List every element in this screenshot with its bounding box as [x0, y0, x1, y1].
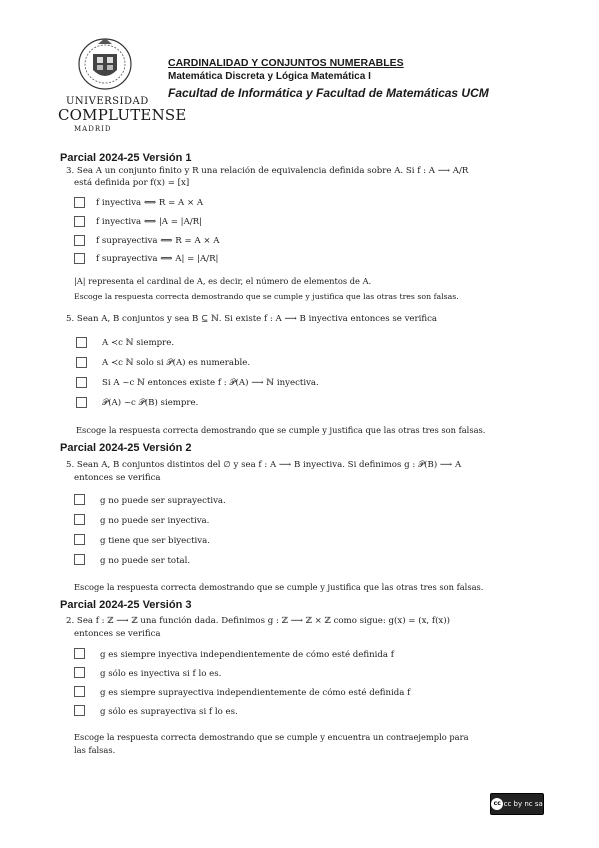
answer-checkbox[interactable] [76, 357, 87, 368]
answer-option: f inyectiva ⟺ R = A × A [96, 198, 204, 208]
question-v1-3-line1: 3. Sea A un conjunto finito y R una relación de equivalencia definida sobre A. Si f : A ⟶ A/R [66, 166, 469, 176]
question-v1-5-line1: 5. Sean A, B conjuntos y sea B ⊆ ℕ. Si existe f : A ⟶ B inyectiva entonces se verifica [66, 314, 438, 324]
instruction-note: Escoge la respuesta correcta demostrando que se cumple y encuentra un contraejemplo para [74, 732, 469, 742]
answer-checkbox[interactable] [74, 197, 85, 208]
instruction-note: Escoge la respuesta correcta demostrando que se cumple y justifica que las otras tres son falsas. [74, 292, 459, 301]
answer-option: Si A ~c ℕ entonces existe f : 𝒫(A) ⟶ ℕ inyectiva. [102, 378, 319, 388]
answer-option: g no puede ser suprayectiva. [100, 496, 226, 506]
answer-option: g no puede ser total. [100, 556, 191, 566]
course-subtitle: Matemática Discreta y Lógica Matemática I [168, 71, 371, 82]
answer-option: g no puede ser inyectiva. [100, 516, 210, 526]
question-v2-5-line1: 5. Sean A, B conjuntos distintos del ∅ y sea f : A ⟶ B inyectiva. Si definimos g : 𝒫(B) ⟶ A [66, 460, 462, 470]
answer-option: 𝒫(A) ~c 𝒫(B) siempre. [102, 398, 199, 408]
question-v3-2-line2: entonces se verifica [74, 629, 161, 639]
university-name-line2: COMPLUTENSE [58, 106, 187, 124]
answer-option: g sólo es suprayectiva si f lo es. [100, 707, 238, 717]
answer-checkbox[interactable] [74, 253, 85, 264]
university-name-line3: MADRID [74, 125, 112, 133]
question-v2-5-line2: entonces se verifica [74, 473, 161, 483]
answer-option: g es siempre inyectiva independientemente de cómo esté definida f [100, 650, 394, 660]
answer-option: g sólo es inyectiva si f lo es. [100, 669, 222, 679]
answer-option: g tiene que ser biyectiva. [100, 536, 210, 546]
instruction-note-cont: las falsas. [74, 745, 116, 755]
university-name-line1: UNIVERSIDAD [66, 96, 149, 107]
answer-checkbox[interactable] [74, 554, 85, 565]
answer-checkbox[interactable] [74, 705, 85, 716]
cc-icon: cc [491, 798, 503, 810]
answer-checkbox[interactable] [74, 494, 85, 505]
answer-option: f suprayectiva ⟺ A| = |A/R| [96, 254, 219, 264]
answer-option: A ≺c ℕ solo si 𝒫(A) es numerable. [102, 358, 251, 368]
section-heading-v2: Parcial 2024-25 Versión 2 [60, 442, 192, 454]
answer-option: f suprayectiva ⟺ R = A × A [96, 236, 220, 246]
answer-checkbox[interactable] [74, 648, 85, 659]
answer-checkbox[interactable] [74, 667, 85, 678]
answer-option: A ≺c ℕ siempre. [102, 338, 175, 348]
answer-option: g es siempre suprayectiva independientemente de cómo esté definida f [100, 688, 411, 698]
question-v1-3-line2: está definida por f(x) = [x] [74, 178, 190, 188]
answer-checkbox[interactable] [74, 514, 85, 525]
license-badge-label: cc by nc sa [503, 800, 543, 808]
answer-checkbox[interactable] [76, 337, 87, 348]
answer-checkbox[interactable] [74, 534, 85, 545]
answer-checkbox[interactable] [74, 216, 85, 227]
section-heading-v3: Parcial 2024-25 Versión 3 [60, 599, 192, 611]
answer-checkbox[interactable] [76, 397, 87, 408]
document-title: CARDINALIDAD Y CONJUNTOS NUMERABLES [168, 57, 404, 69]
section-heading-v1: Parcial 2024-25 Versión 1 [60, 152, 192, 164]
faculty-line: Facultad de Informática y Facultad de Matemáticas UCM [168, 86, 489, 100]
instruction-note: Escoge la respuesta correcta demostrando que se cumple y justifica que las otras tres son falsas. [74, 582, 484, 592]
instruction-note: Escoge la respuesta correcta demostrando que se cumple y justifica que las otras tres son falsas. [76, 425, 486, 435]
answer-checkbox[interactable] [76, 377, 87, 388]
creative-commons-license-badge [490, 793, 544, 815]
answer-checkbox[interactable] [74, 235, 85, 246]
question-v3-2-line1: 2. Sea f : ℤ ⟶ ℤ una función dada. Definimos g : ℤ ⟶ ℤ × ℤ como sigue: g(x) = (x, f(x)) [66, 616, 450, 626]
answer-checkbox[interactable] [74, 686, 85, 697]
answer-option: f inyectiva ⟺ |A = |A/R| [96, 217, 203, 227]
note-cardinal: |A| representa el cardinal de A, es decir, el número de elementos de A. [74, 276, 372, 286]
